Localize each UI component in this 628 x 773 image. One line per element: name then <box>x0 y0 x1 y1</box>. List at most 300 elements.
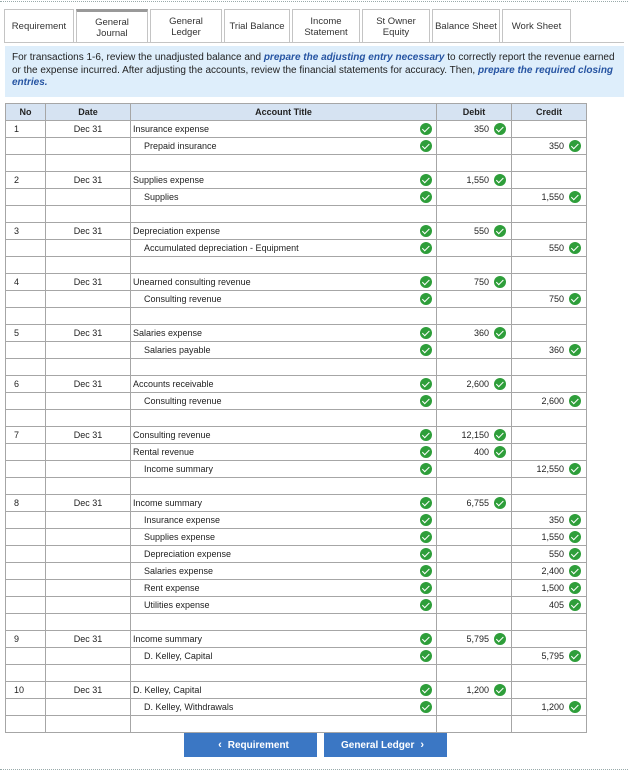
empty-cell <box>512 206 587 223</box>
entry-date <box>46 189 131 206</box>
debit-cell[interactable] <box>437 274 512 291</box>
entry-date <box>46 512 131 529</box>
check-icon <box>420 650 432 662</box>
empty-cell <box>437 206 512 223</box>
account-title-cell[interactable] <box>131 223 437 240</box>
check-icon <box>494 633 506 645</box>
credit-value: 350 <box>548 141 564 151</box>
credit-value: 350 <box>548 515 564 525</box>
entry-number <box>6 291 46 308</box>
account-title-cell[interactable] <box>131 631 437 648</box>
entry-date <box>46 648 131 665</box>
empty-cell <box>512 359 587 376</box>
debit-value: 6,755 <box>466 498 489 508</box>
spacer-row <box>6 257 587 274</box>
debit-cell[interactable] <box>437 121 512 138</box>
credit-cell[interactable] <box>512 648 587 665</box>
account-title: Consulting revenue <box>133 430 211 440</box>
check-icon <box>569 293 581 305</box>
empty-cell <box>512 716 587 733</box>
debit-value: 2,600 <box>466 379 489 389</box>
entry-date <box>46 699 131 716</box>
check-icon <box>569 701 581 713</box>
account-title: D. Kelley, Capital <box>133 685 202 695</box>
entry-number <box>6 138 46 155</box>
check-icon <box>420 327 432 339</box>
empty-cell <box>512 257 587 274</box>
check-icon <box>420 582 432 594</box>
check-icon <box>494 429 506 441</box>
credit-value: 5,795 <box>541 651 564 661</box>
entry-date[interactable]: Dec 31 <box>46 121 131 138</box>
account-title-cell[interactable] <box>131 240 437 257</box>
entry-number: 6 <box>6 376 46 393</box>
check-icon <box>420 242 432 254</box>
table-row <box>6 648 587 665</box>
empty-cell <box>6 478 46 495</box>
prev-requirement-button[interactable] <box>184 733 317 757</box>
entry-number <box>6 648 46 665</box>
debit-cell[interactable] <box>437 580 512 597</box>
empty-cell <box>131 478 437 495</box>
header-credit: Credit <box>512 104 587 121</box>
empty-cell <box>46 716 131 733</box>
check-icon <box>420 276 432 288</box>
chevron-left-icon: ‹ <box>218 739 222 751</box>
account-title-cell[interactable] <box>131 172 437 189</box>
check-icon <box>569 650 581 662</box>
table-row <box>6 682 587 699</box>
tab-general-ledger[interactable]: General Ledger <box>150 9 222 43</box>
entry-date[interactable]: Dec 31 <box>46 325 131 342</box>
entry-number <box>6 597 46 614</box>
check-icon <box>494 378 506 390</box>
debit-cell[interactable] <box>437 393 512 410</box>
debit-cell[interactable] <box>437 172 512 189</box>
tab-requirement[interactable]: Requirement <box>4 9 74 43</box>
empty-cell <box>46 155 131 172</box>
empty-cell <box>6 716 46 733</box>
account-title: Income summary <box>133 498 203 508</box>
credit-cell[interactable] <box>512 495 587 512</box>
entry-number <box>6 393 46 410</box>
account-title-cell[interactable] <box>131 274 437 291</box>
check-icon <box>420 633 432 645</box>
account-title-cell[interactable] <box>131 342 437 359</box>
check-icon <box>494 276 506 288</box>
entry-date[interactable]: Dec 31 <box>46 682 131 699</box>
entry-number <box>6 563 46 580</box>
debit-cell[interactable] <box>437 461 512 478</box>
entry-number <box>6 546 46 563</box>
check-icon <box>420 293 432 305</box>
entry-date[interactable]: Dec 31 <box>46 223 131 240</box>
entry-date[interactable]: Dec 31 <box>46 376 131 393</box>
account-title: Utilities expense <box>144 600 210 610</box>
debit-cell[interactable] <box>437 512 512 529</box>
check-icon <box>569 548 581 560</box>
empty-cell <box>437 614 512 631</box>
account-title: Depreciation expense <box>133 226 221 236</box>
credit-cell[interactable] <box>512 682 587 699</box>
account-title-cell[interactable] <box>131 495 437 512</box>
account-title-cell[interactable] <box>131 189 437 206</box>
debit-value: 550 <box>473 226 489 236</box>
credit-cell[interactable] <box>512 529 587 546</box>
account-title-cell[interactable] <box>131 512 437 529</box>
empty-cell <box>131 359 437 376</box>
check-icon <box>420 548 432 560</box>
empty-cell <box>437 410 512 427</box>
spacer-row <box>6 155 587 172</box>
credit-cell[interactable] <box>512 546 587 563</box>
empty-cell <box>131 257 437 274</box>
entry-date <box>46 580 131 597</box>
credit-value: 1,200 <box>541 702 564 712</box>
credit-cell[interactable] <box>512 325 587 342</box>
check-icon <box>420 429 432 441</box>
credit-value: 750 <box>548 294 564 304</box>
empty-cell <box>6 257 46 274</box>
entry-date <box>46 291 131 308</box>
table-row <box>6 580 587 597</box>
account-title: Supplies expense <box>133 175 205 185</box>
instructions-panel <box>5 46 624 97</box>
empty-cell <box>46 257 131 274</box>
entry-number <box>6 699 46 716</box>
credit-value: 550 <box>548 549 564 559</box>
table-row <box>6 495 587 512</box>
account-title-cell[interactable] <box>131 121 437 138</box>
instructions-text-2: to correctly report the revenue earned or the expense incurred. After adjusting the accounts, review the financial statements for accuracy. Then, <box>12 52 615 76</box>
empty-cell <box>437 257 512 274</box>
empty-cell <box>437 308 512 325</box>
check-icon <box>420 140 432 152</box>
instructions-text-1: For transactions 1-6, review the unadjusted balance and <box>12 52 264 63</box>
table-row <box>6 546 587 563</box>
empty-cell <box>6 206 46 223</box>
credit-cell[interactable] <box>512 291 587 308</box>
spacer-row <box>6 716 587 733</box>
account-title: Insurance expense <box>144 515 221 525</box>
table-row <box>6 223 587 240</box>
check-icon <box>420 599 432 611</box>
account-title-cell[interactable] <box>131 580 437 597</box>
empty-cell <box>6 155 46 172</box>
account-title-cell[interactable] <box>131 138 437 155</box>
debit-cell[interactable] <box>437 648 512 665</box>
check-icon <box>420 446 432 458</box>
empty-cell <box>46 410 131 427</box>
account-title: Accounts receivable <box>133 379 214 389</box>
check-icon <box>420 174 432 186</box>
empty-cell <box>46 359 131 376</box>
check-icon <box>494 123 506 135</box>
credit-cell[interactable] <box>512 189 587 206</box>
entry-number: 2 <box>6 172 46 189</box>
table-row <box>6 529 587 546</box>
entry-number: 1 <box>6 121 46 138</box>
debit-cell[interactable] <box>437 325 512 342</box>
spacer-row <box>6 665 587 682</box>
credit-cell[interactable] <box>512 597 587 614</box>
empty-cell <box>6 308 46 325</box>
tab-bar <box>4 9 573 43</box>
check-icon <box>494 327 506 339</box>
empty-cell <box>6 359 46 376</box>
credit-cell[interactable] <box>512 393 587 410</box>
account-title-cell[interactable] <box>131 461 437 478</box>
credit-cell[interactable] <box>512 461 587 478</box>
credit-value: 550 <box>548 243 564 253</box>
tab-work-sheet[interactable]: Work Sheet <box>502 9 571 43</box>
debit-value: 12,150 <box>461 430 489 440</box>
table-row <box>6 376 587 393</box>
account-title-cell[interactable] <box>131 546 437 563</box>
account-title-cell[interactable] <box>131 563 437 580</box>
credit-cell[interactable] <box>512 240 587 257</box>
account-title: Depreciation expense <box>144 549 232 559</box>
debit-cell[interactable] <box>437 138 512 155</box>
credit-value: 12,550 <box>536 464 564 474</box>
empty-cell <box>131 308 437 325</box>
empty-cell <box>131 614 437 631</box>
credit-cell[interactable] <box>512 444 587 461</box>
debit-cell[interactable] <box>437 240 512 257</box>
check-icon <box>569 242 581 254</box>
entry-number: 10 <box>6 682 46 699</box>
entry-date <box>46 393 131 410</box>
check-icon <box>569 344 581 356</box>
table-row <box>6 325 587 342</box>
spacer-row <box>6 478 587 495</box>
empty-cell <box>437 155 512 172</box>
debit-value: 1,550 <box>466 175 489 185</box>
account-title: Income summary <box>144 464 214 474</box>
entry-date[interactable]: Dec 31 <box>46 172 131 189</box>
account-title: Rental revenue <box>133 447 195 457</box>
tab-trial-balance[interactable]: Trial Balance <box>224 9 290 43</box>
table-row <box>6 189 587 206</box>
entry-number <box>6 342 46 359</box>
account-title-cell[interactable] <box>131 393 437 410</box>
entry-date <box>46 529 131 546</box>
check-icon <box>569 395 581 407</box>
account-title: Supplies expense <box>144 532 216 542</box>
debit-cell[interactable] <box>437 444 512 461</box>
credit-cell[interactable] <box>512 699 587 716</box>
debit-value: 750 <box>473 277 489 287</box>
entry-date[interactable]: Dec 31 <box>46 427 131 444</box>
empty-cell <box>512 478 587 495</box>
empty-cell <box>6 665 46 682</box>
credit-value: 405 <box>548 600 564 610</box>
debit-value: 350 <box>473 124 489 134</box>
credit-cell[interactable] <box>512 580 587 597</box>
debit-cell[interactable] <box>437 223 512 240</box>
table-row <box>6 240 587 257</box>
debit-cell[interactable] <box>437 189 512 206</box>
account-title-cell[interactable] <box>131 529 437 546</box>
credit-cell[interactable] <box>512 223 587 240</box>
empty-cell <box>131 665 437 682</box>
tab-income-statement[interactable]: Income Statement <box>292 9 360 43</box>
credit-cell[interactable] <box>512 512 587 529</box>
table-row <box>6 512 587 529</box>
check-icon <box>569 463 581 475</box>
tab-st-owner-equity[interactable]: St Owner Equity <box>362 9 430 43</box>
empty-cell <box>46 478 131 495</box>
tab-general-journal[interactable]: General Journal <box>76 9 148 43</box>
header-debit: Debit <box>437 104 512 121</box>
prev-button-label: Requirement <box>227 739 289 751</box>
entry-date[interactable]: Dec 31 <box>46 274 131 291</box>
table-row <box>6 563 587 580</box>
entry-date[interactable]: Dec 31 <box>46 495 131 512</box>
empty-cell <box>512 410 587 427</box>
account-title-cell[interactable] <box>131 376 437 393</box>
entry-date <box>46 240 131 257</box>
header-no: No <box>6 104 46 121</box>
spacer-row <box>6 206 587 223</box>
entry-number: 7 <box>6 427 46 444</box>
account-title: Salaries payable <box>144 345 211 355</box>
check-icon <box>420 463 432 475</box>
check-icon <box>420 378 432 390</box>
table-row <box>6 444 587 461</box>
debit-cell[interactable] <box>437 699 512 716</box>
account-title-cell[interactable] <box>131 325 437 342</box>
account-title-cell[interactable] <box>131 597 437 614</box>
debit-cell[interactable] <box>437 291 512 308</box>
check-icon <box>420 344 432 356</box>
account-title: D. Kelley, Capital <box>144 651 213 661</box>
header-account-title: Account Title <box>131 104 437 121</box>
credit-cell[interactable] <box>512 121 587 138</box>
spacer-row <box>6 614 587 631</box>
check-icon <box>420 395 432 407</box>
table-row <box>6 427 587 444</box>
credit-value: 1,550 <box>541 192 564 202</box>
table-row <box>6 274 587 291</box>
account-title-cell[interactable] <box>131 291 437 308</box>
credit-cell[interactable] <box>512 274 587 291</box>
account-title: Income summary <box>133 634 203 644</box>
table-header-row <box>6 104 587 121</box>
table-row <box>6 291 587 308</box>
credit-value: 2,400 <box>541 566 564 576</box>
table-row <box>6 138 587 155</box>
debit-value: 400 <box>473 447 489 457</box>
check-icon <box>569 514 581 526</box>
entry-date <box>46 444 131 461</box>
entry-number <box>6 461 46 478</box>
empty-cell <box>6 614 46 631</box>
check-icon <box>494 684 506 696</box>
account-title-cell[interactable] <box>131 682 437 699</box>
check-icon <box>420 497 432 509</box>
check-icon <box>420 225 432 237</box>
header-date: Date <box>46 104 131 121</box>
entry-number <box>6 189 46 206</box>
table-row <box>6 393 587 410</box>
table-row <box>6 631 587 648</box>
debit-cell[interactable] <box>437 631 512 648</box>
journal-body <box>6 121 587 733</box>
credit-cell[interactable] <box>512 376 587 393</box>
account-title: Consulting revenue <box>144 294 222 304</box>
entry-number: 3 <box>6 223 46 240</box>
empty-cell <box>131 410 437 427</box>
debit-cell[interactable] <box>437 495 512 512</box>
next-button-label: General Ledger <box>340 739 415 751</box>
credit-cell[interactable] <box>512 563 587 580</box>
check-icon <box>420 684 432 696</box>
tab-balance-sheet[interactable]: Balance Sheet <box>432 9 500 43</box>
check-icon <box>494 174 506 186</box>
account-title: Supplies <box>144 192 179 202</box>
account-title: Insurance expense <box>133 124 210 134</box>
empty-cell <box>6 410 46 427</box>
next-general-ledger-button[interactable] <box>324 733 447 757</box>
table-row <box>6 342 587 359</box>
check-icon <box>494 497 506 509</box>
check-icon <box>569 191 581 203</box>
debit-cell[interactable] <box>437 597 512 614</box>
debit-value: 5,795 <box>466 634 489 644</box>
instructions-emphasis-2: prepare the required closing entries. <box>12 64 614 88</box>
credit-value: 2,600 <box>541 396 564 406</box>
empty-cell <box>46 308 131 325</box>
debit-cell[interactable] <box>437 427 512 444</box>
debit-cell[interactable] <box>437 342 512 359</box>
account-title-cell[interactable] <box>131 444 437 461</box>
spacer-row <box>6 308 587 325</box>
top-divider <box>0 1 628 2</box>
entry-number <box>6 512 46 529</box>
debit-value: 360 <box>473 328 489 338</box>
account-title-cell[interactable] <box>131 699 437 716</box>
account-title-cell[interactable] <box>131 427 437 444</box>
debit-cell[interactable] <box>437 546 512 563</box>
bottom-divider <box>0 769 628 770</box>
credit-value: 1,500 <box>541 583 564 593</box>
check-icon <box>494 225 506 237</box>
account-title: Prepaid insurance <box>144 141 217 151</box>
credit-cell[interactable] <box>512 427 587 444</box>
chevron-right-icon: › <box>420 739 425 751</box>
entry-date <box>46 342 131 359</box>
debit-cell[interactable] <box>437 529 512 546</box>
account-title: Unearned consulting revenue <box>133 277 251 287</box>
empty-cell <box>512 155 587 172</box>
debit-cell[interactable] <box>437 376 512 393</box>
entry-number <box>6 580 46 597</box>
credit-cell[interactable] <box>512 172 587 189</box>
entry-number: 9 <box>6 631 46 648</box>
empty-cell <box>46 665 131 682</box>
empty-cell <box>437 665 512 682</box>
entry-date[interactable]: Dec 31 <box>46 631 131 648</box>
account-title-cell[interactable] <box>131 648 437 665</box>
debit-cell[interactable] <box>437 682 512 699</box>
entry-number: 4 <box>6 274 46 291</box>
credit-cell[interactable] <box>512 138 587 155</box>
debit-cell[interactable] <box>437 563 512 580</box>
spacer-row <box>6 410 587 427</box>
credit-cell[interactable] <box>512 631 587 648</box>
credit-cell[interactable] <box>512 342 587 359</box>
